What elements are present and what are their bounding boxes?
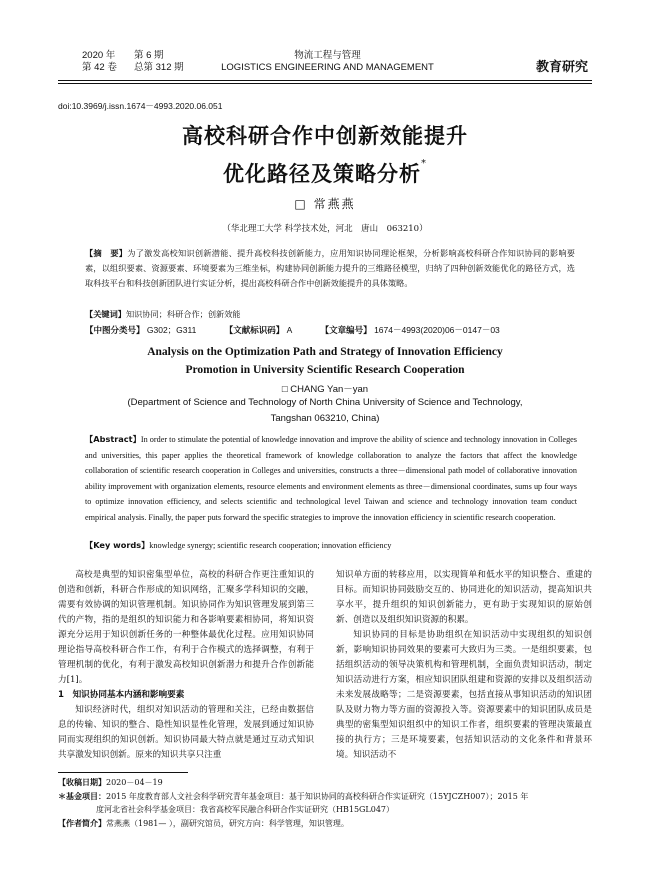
received-value: 2020－04－19 — [106, 778, 163, 787]
affiliation-en — [60, 395, 590, 427]
abstract-en-label: 【Abstract】 — [85, 434, 141, 444]
body-paragraph: 高校是典型的知识密集型单位，高校的科研合作更注重知识的创造和创新，科研合作形成的知识网络，汇聚多学科知识的交融，需要有效协调的知识管理机制。知识协同作为知识管理发展到第三代的产物，指的是组织的知识能力和各影响要素相协同，将知识资源充分运用于知识创新任务的一种整体最优化过程。应用知识协同理论指导高校科研合作工作，有利于合作模式的选择调整，有利于管理机制的优化，有利于激发高校知识创新潜力和提升合作创新能力[1]。 — [58, 570, 314, 685]
body-column-right — [336, 568, 592, 763]
header-issue-info — [82, 50, 184, 74]
abstract-cn-label: 【摘 要】 — [85, 248, 128, 258]
section-heading: 1 知识协同基本内涵和影响要素 — [58, 690, 185, 700]
journal-name-cn: 物流工程与管理 — [294, 50, 361, 61]
header-issue: 第 6 期 — [134, 50, 164, 61]
abstract-cn-text: 为了激发高校知识创新潜能、提升高校科技创新能力，应用知识协同理论框架，分析影响高校科研合作知识协同的影响要素，以组织要素、资源要素、环境要素为三维坐标，构建协同创新能力提升的三维路径模型，归纳了四种创新效能优化的路径方式，选取科技平台和科技创新团队进行实证分析，提出高校科研合作中创新效能提升的具体策略。 — [85, 248, 575, 288]
header-journal — [210, 50, 445, 74]
body-paragraph-continued: 知识单方面的转移应用，以实现简单和低水平的知识整合、重建的目标。而知识协同鼓励交互的、协同进化的知识活动，提高知识共享水平，提升组织的知识创新能力，更有助于实现知识的原始创新、创造以及组织知识资源的积累。 — [336, 570, 592, 625]
clc-label: 【中图分类号】 — [85, 326, 145, 336]
header-rule-thin — [58, 83, 592, 84]
bio-value: 常燕燕（1981— ），副研究馆员，研究方向：科学管理，知识管理。 — [106, 818, 349, 828]
keywords-cn-text: 知识协同；科研合作；创新效能 — [125, 309, 241, 319]
footnotes — [58, 776, 592, 830]
journal-name-en: LOGISTICS ENGINEERING AND MANAGEMENT — [221, 62, 434, 73]
title-en-line1: Analysis on the Optimization Path and Strategy of Innovation Efficiency — [147, 346, 503, 358]
abstract-en-text: In order to stimulate the potential of knowledge innovation and improve the ability of science and technology innovation in Colleges and universities, this paper applies the theoretical framework of knowledge collaboration to analyze the factors that affect the knowledge collaboration of scientific research cooperation in Colleges and universities, constructs a three－dimensional path model of collaborative innovation ability improvement with organization elements, resource elements and environment elements as three－dimensional coordinates, sums up four ways to optimize innovation efficiency, and selects scientific and technological level Taiwan and science and technology innovation team conduct empirical analysis. Finally, the paper puts forward the specific strategies to improve the innovation efficiency in scientific research cooperation. — [85, 435, 577, 522]
fund-line2: 度河北省社会科学基金项目：我省高校军民融合科研合作实证研究（HB15GL047） — [96, 805, 395, 814]
abstract-en — [85, 432, 577, 526]
header-year: 2020 年 — [82, 50, 116, 61]
title-cn-line2 — [0, 158, 650, 188]
title-en-line2: Promotion in University Scientific Research Cooperation — [185, 364, 465, 376]
abstract-cn — [85, 246, 575, 291]
keywords-cn-label: 【关键词】 — [85, 309, 126, 319]
doi: doi:10.3969/j.issn.1674－4993.2020.06.051 — [58, 101, 223, 111]
fund-line1: 2015 年度教育部人文社会科学研究青年基金项目：基于知识协同的高校科研合作实证研究（15YJCZH007）；2015 年 — [106, 791, 529, 801]
keywords-en-text: knowledge synergy; scientific research cooperation; innovation efficiency — [149, 541, 392, 550]
fund-info — [58, 790, 592, 804]
received-label: 【收稿日期】 — [58, 778, 106, 787]
title-cn-line2-text: 优化路径及策略分析 — [223, 162, 421, 186]
header-total-issue: 总第 312 期 — [134, 62, 184, 73]
footnote-rule — [58, 772, 188, 773]
fund-label: ＊基金项目： — [58, 791, 106, 801]
header-section: 教育研究 — [535, 60, 588, 75]
body-column-left — [58, 568, 314, 763]
body-paragraph: 知识协同的目标是协助组织在知识活动中实现组织的知识创新，影响知识协同效果的要素可大致归为三类。一是组织要素，包括组织活动的领导决策机构和管理机制，全面负责知识活动，制定知识活动进行方案，相应知识团队组建和资源的安排以及组织活动未来发展战略等；二是资源要素，包括直接从事知识活动的知识团队及财力物力等方面的资源投入等。资源要素中的知识团队成员是典型的密集型知识组织中的知识工作者，组织要素的管理决策最直接的执行方；三是环境要素，包括知识活动的文化条件和背景环境。知识活动不 — [336, 630, 592, 760]
article-no-label: 【文章编号】 — [320, 326, 372, 336]
author-cn: □ 常燕燕 — [294, 197, 356, 211]
doc-code-label: 【文献标识码】 — [224, 326, 285, 336]
keywords-en — [85, 540, 577, 551]
keywords-cn — [85, 309, 575, 320]
affiliation-en-line2: Tangshan 063210, China) — [270, 413, 380, 424]
classification-line — [85, 324, 585, 336]
header-rule — [58, 80, 592, 81]
author-bio — [58, 817, 592, 831]
body-paragraph: 知识经济时代，组织对知识活动的管理和关注，已经由数据信息的传输、知识的整合、隐性知识显性化管理，发展到通过知识协同而实现组织的知识创新。知识协同最大特点就是通过互动式知识共享激发知识创新。原来的知识共享只注重 — [58, 705, 314, 760]
title-footnote-mark: * — [421, 158, 427, 169]
bio-label: 【作者简介】 — [58, 818, 106, 828]
keywords-en-label: 【Key words】 — [85, 540, 150, 550]
article-no-value: 1674－4993(2020)06－0147－03 — [374, 325, 500, 335]
doc-code-value: A — [286, 325, 293, 335]
title-cn-line1: 高校科研合作中创新效能提升 — [182, 124, 468, 148]
author-en: □ CHANG Yan－yan — [281, 384, 369, 395]
affiliation-en-line1: (Department of Science and Technology of North China University of Science and Technology, — [127, 397, 523, 408]
header-volume: 第 42 卷 — [82, 62, 117, 73]
received-date — [58, 776, 592, 790]
affiliation-cn: （华北理工大学 科学技术处，河北 唐山 063210） — [222, 224, 428, 234]
clc-value: G302；G311 — [146, 325, 197, 335]
